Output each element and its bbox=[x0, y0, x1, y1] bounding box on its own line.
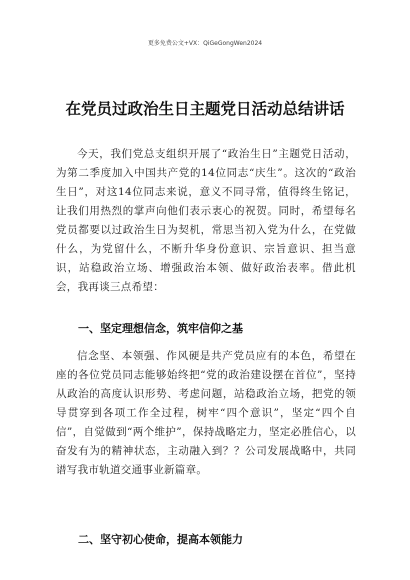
section-heading-2: 二、坚守初心使命，提高本领能力 bbox=[78, 533, 243, 546]
intro-paragraph: 今天，我们党总支组织开展了“政治生日”主题党日活动，为第二季度加入中国共产党的14位同志“庆生”。这次的“政治生日”，对这14位同志来说，意义不同寻常，值得终生铭记，让我们用热烈的掌声向他们表示衷心的祝贺。同时，希望每名党员都要以过政治生日为契机，常思当初入党为什么，在党做什么，为党留什么，不断升华身份意识、宗旨意识、担当意识，站稳政治立场、增强政治本领、做好政治表率。借此机会，我再谈三点希望： bbox=[56, 148, 356, 293]
document-title: 在党员过政治生日主题党日活动总结讲话 bbox=[65, 100, 345, 118]
section-heading-1: 一、坚定理想信念，筑牢信仰之基 bbox=[78, 322, 243, 335]
section-1-paragraph: 信念坚、本领强、作风硬是共产党员应有的本色，希望在座的各位党员同志能够始终把“党的政治建设摆在首位”，坚持从政治的高度认识形势、考虑问题，站稳政治立场，把党的领导贯穿到各项工作全过程，树牢“四个意识”，坚定“四个自信”，自觉做到“两个维护”，保持战略定力，坚定必胜信心，以奋发有为的精神状态，主动融入到？？公司发展战略中，共同谱写我市轨道交通事业新篇章。 bbox=[56, 350, 356, 476]
header-note: 更多免费公文+VX：QiGeGongWen2024 bbox=[147, 40, 263, 47]
